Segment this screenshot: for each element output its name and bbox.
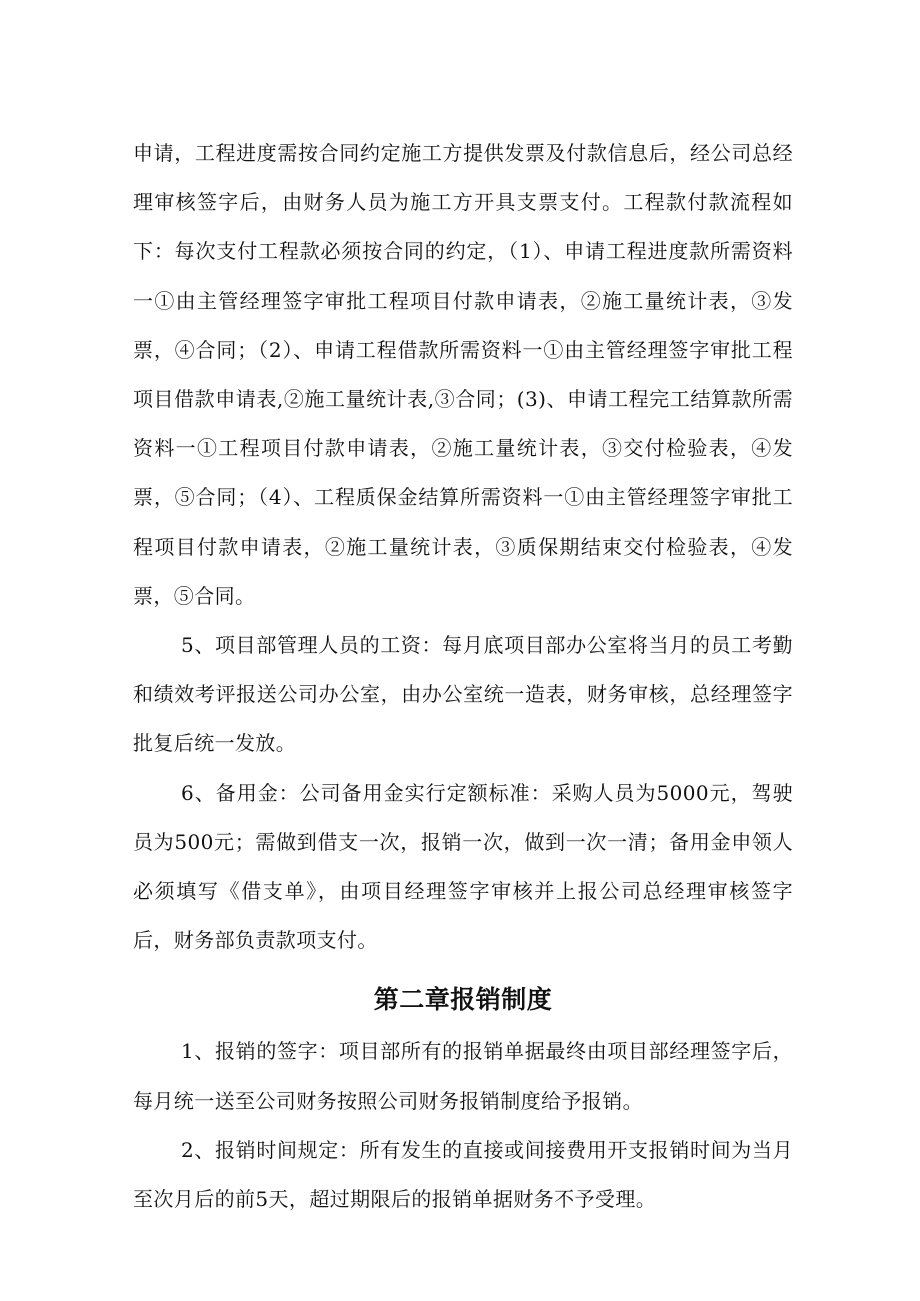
paragraph-payment-process: 申请，工程进度需按合同约定施工方提供发票及付款信息后，经公司总经理审核签字后，由财务人员为施工方开具支票支付。工程款付款流程如下：每次支付工程款必须按合同的约定，（1）、申请工程进度款所需资料一①由主管经理签字审批工程项目付款申请表，②施工量统计表，③发票，④合同；（2）、申请工程借款所需资料一①由主管经理签字审批工程项目借款申请表,②施工量统计表,③合同；(3)、申请工程完工结算款所需资料一①工程项目付款申请表，②施工量统计表，③交付检验表，④发票，⑤合同；（4）、工程质保金结算所需资料一①由主管经理签字审批工程项目付款申请表，②施工量统计表，③质保期结束交付检验表，④发票，⑤合同。 <box>133 141 793 608</box>
paragraph-staff-salary: 5、项目部管理人员的工资：每月底项目部办公室将当月的员工考勤和绩效考评报送公司办公室，由办公室统一造表，财务审核，总经理签字批复后统一发放。 <box>133 633 793 756</box>
document-body <box>133 129 793 1224</box>
paragraph-petty-cash: 6、备用金：公司备用金实行定额标准：采购人员为5000元，驾驶员为500元；需做到借支一次，报销一次，做到一次一清；备用金申领人必须填写《借支单》，由项目经理签字审核并上报公司总经理审核签字后，财务部负责款项支付。 <box>133 780 793 953</box>
paragraph-reimbursement-signature: 1、报销的签字：项目部所有的报销单据最终由项目部经理签字后，每月统一送至公司财务按照公司财务报销制度给予报销。 <box>133 1039 793 1113</box>
paragraph-reimbursement-deadline: 2、报销时间规定：所有发生的直接或间接费用开支报销时间为当月至次月后的前5天，超过期限后的报销单据财务不予受理。 <box>133 1137 793 1212</box>
chapter-title: 第二章报销制度 <box>373 985 553 1015</box>
